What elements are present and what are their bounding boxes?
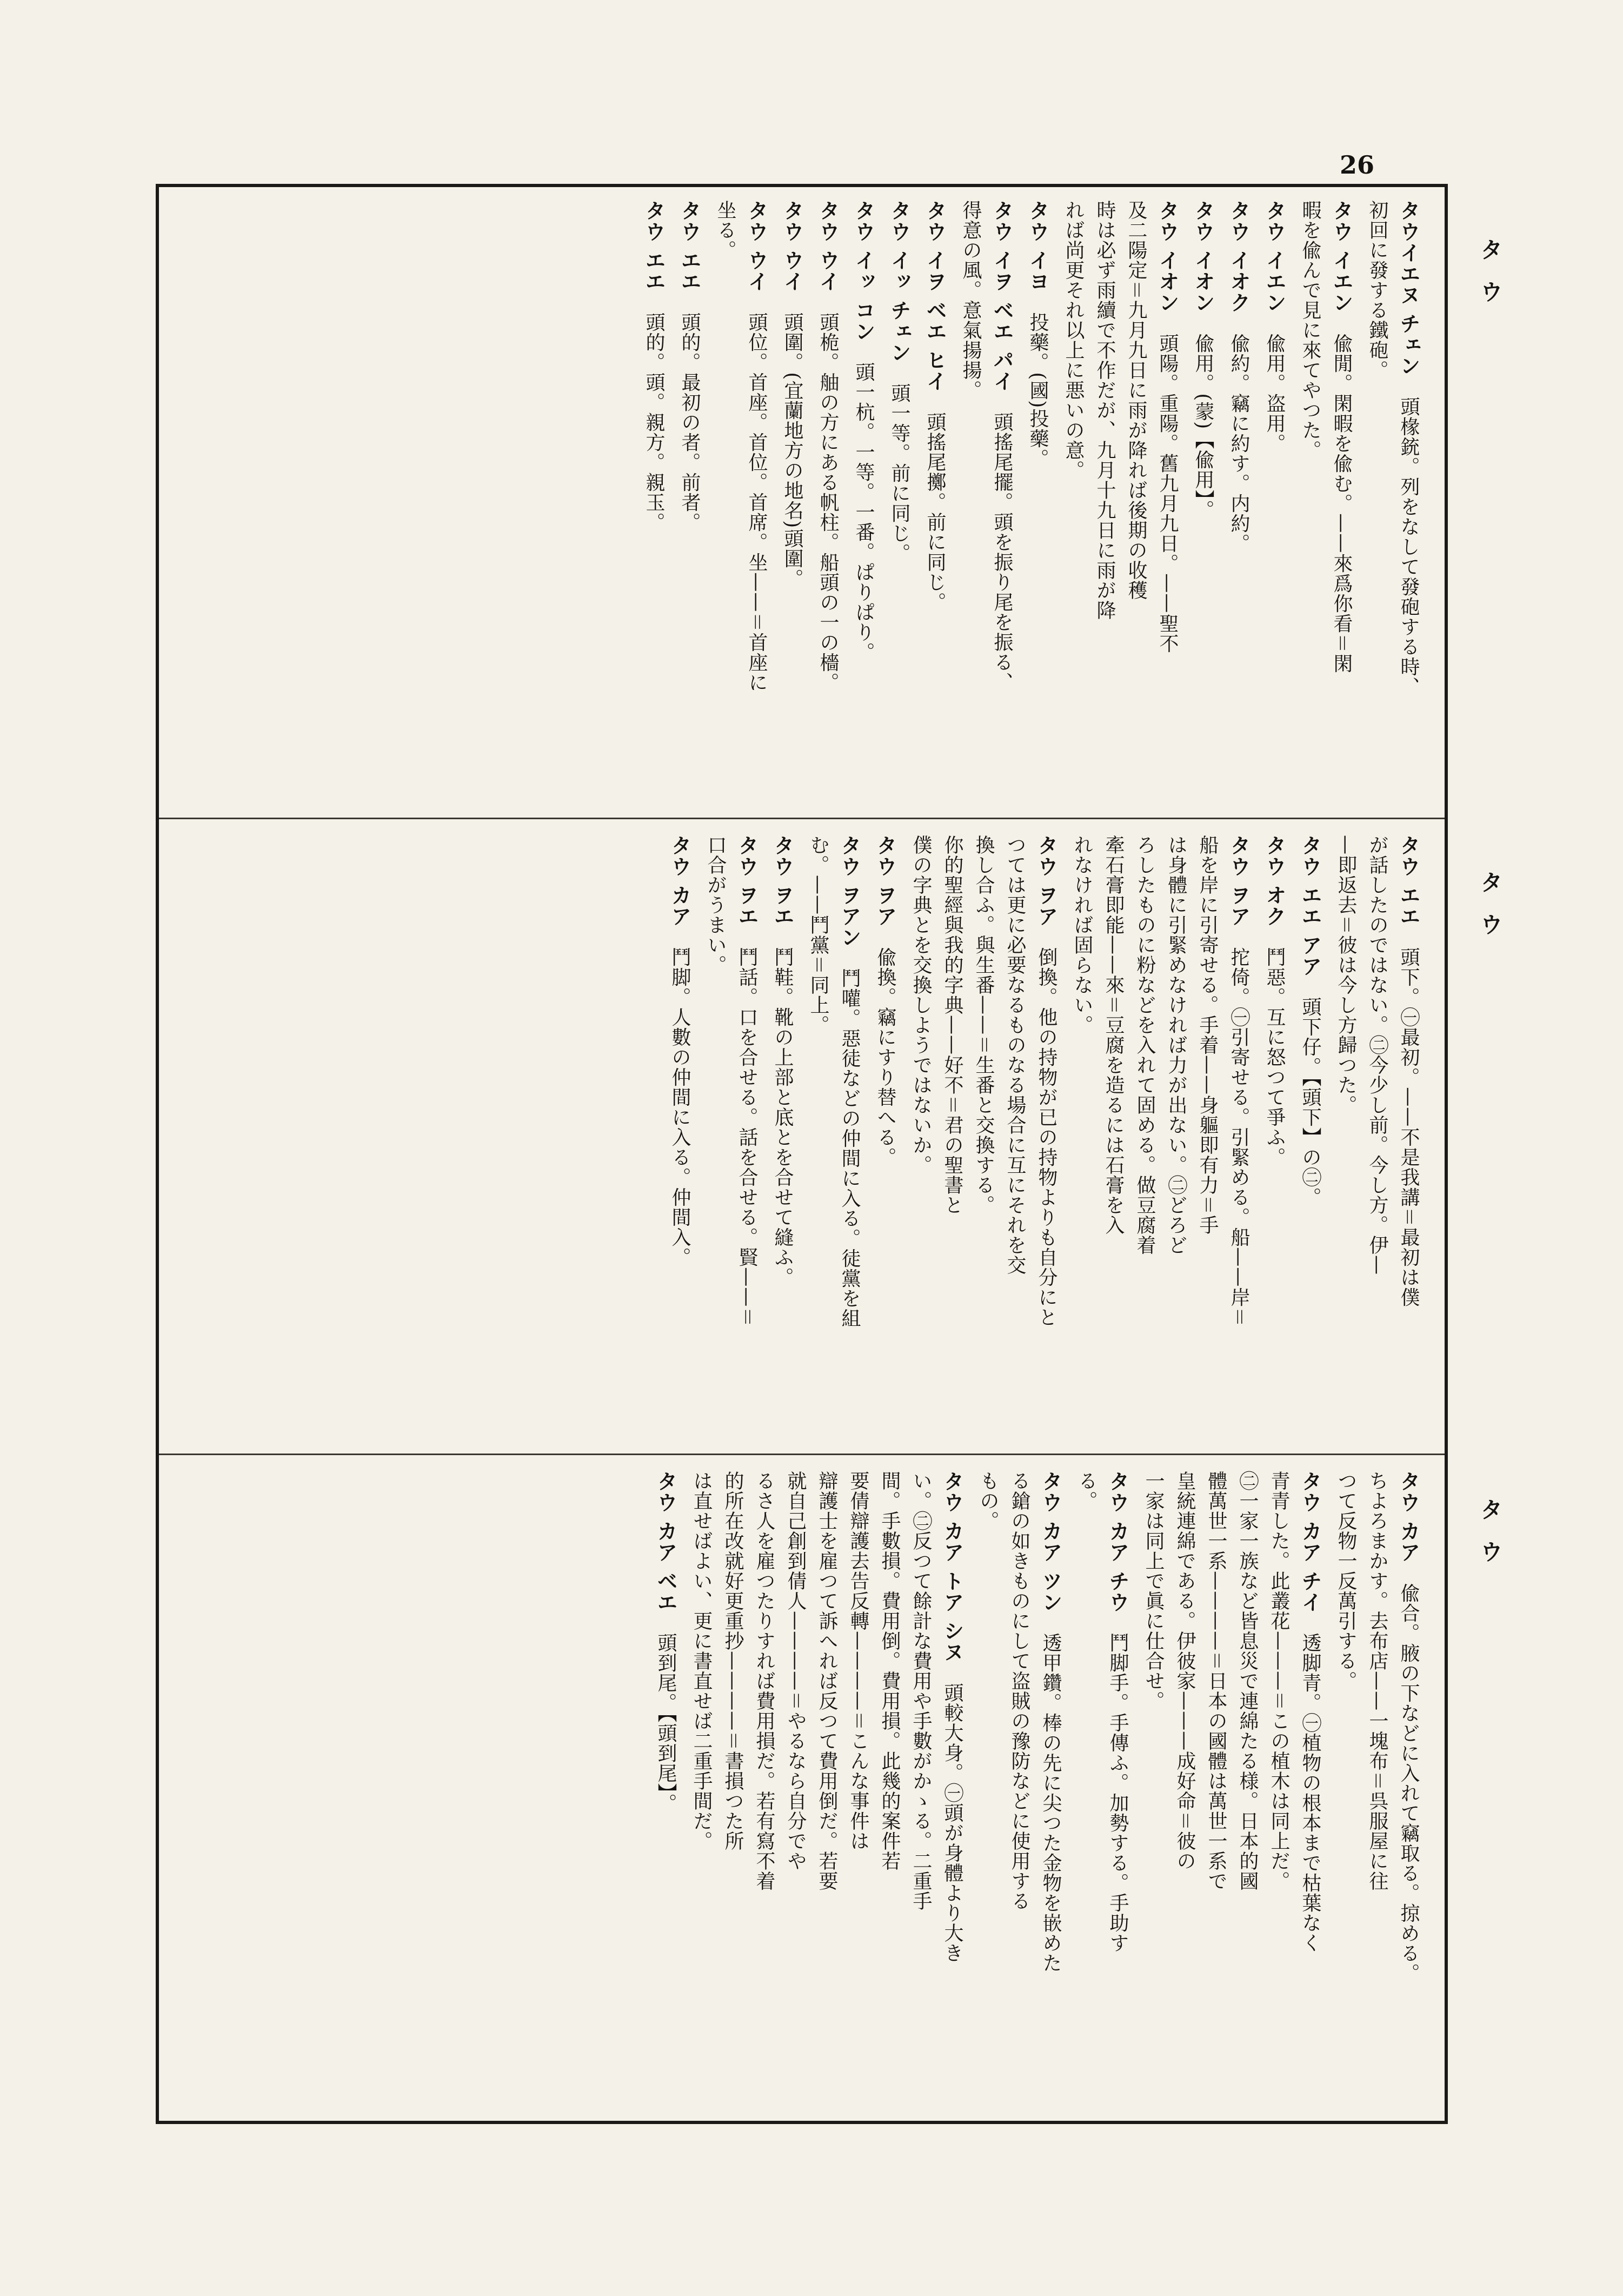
dictionary-entry [686,1471,968,2112]
entry-definition: 鬥脚手。手傳ふ。加勢する。手助す る。 [1075,1471,1129,1953]
entry-spacer [781,292,803,312]
band-divider [159,1454,1445,1455]
dictionary-entry [848,200,879,806]
dictionary-band-top [156,187,1448,814]
entry-spacer [1299,977,1321,997]
entry-headword: タウ オク [1262,835,1286,927]
entry-headword: タウ イヲ ベエ パイ [990,200,1014,392]
entry-columns [646,1471,1424,2112]
entry-definition: 鬥話。口を合せる。話を合せる。賢——＝ 口合がうまい。 [704,835,758,1328]
entry-headword: タウ カア [1396,1471,1420,1563]
entry-definition: 頭一杭。一等。一番。ぱりぱり。 [853,362,875,662]
dictionary-entry [1294,835,1326,1441]
entry-spacer [1156,313,1179,333]
entry-headword: タウ カア トア シヌ [940,1471,964,1663]
dictionary-entry [767,835,798,1441]
entry-definition: 頭一等。前に同じ。 [888,383,910,563]
dictionary-entry [802,835,865,1441]
dictionary-entry [1066,835,1254,1441]
entry-spacer [1331,313,1353,333]
entry-headword: タウ カア ベエ [654,1471,677,1613]
entry-spacer [1040,1612,1062,1633]
entry-headword: タウ カア [668,835,691,927]
dictionary-entry [1361,200,1424,806]
entry-definition: 倒換。他の持物が已の持物よりも自分にと つては更に必要なるものなる場合に互にそれを交 換し合ふ。與生番——＝生番と交換する。 你的聖經與我的字典——好不＝君の聖書と 僕の字典とを交換しようではないか。 [910,835,1057,1328]
dictionary-entry [1223,200,1254,806]
dictionary-entry [1138,1471,1326,2112]
entry-definition: 偸換。竊にすり替へる。 [874,947,896,1167]
entry-headword: タウ イヨ [1026,200,1049,293]
entry-headword: タウ エエ [1396,835,1420,927]
entry-headword: タウ ヲア [873,835,897,927]
entry-spacer [655,1612,677,1633]
entry-headword: タウ カア ツン [1039,1471,1062,1613]
entry-definition: 偸用。盗用。 [1263,333,1286,454]
entry-columns [634,200,1424,806]
page-number: 26 [1340,150,1375,180]
entry-definition: 頭搖尾擲。前に同じ。 [924,412,946,612]
dictionary-entry [1187,200,1219,806]
entry-spacer [941,1663,963,1683]
entry-headword: タウ ウイ [780,200,804,293]
entry-spacer [817,292,839,312]
entry-columns [660,835,1424,1441]
entry-spacer [736,927,758,947]
running-head: タウ [1477,871,1504,955]
dictionary-entry [650,1471,681,2112]
entry-definition: 頭圍。(宜蘭地方の地名)頭圍。 [781,312,803,589]
entry-headword: タウ イエン [1329,200,1353,314]
entry-definition: 透甲鑽。棒の先に尖つた金物を嵌めた る鎗の如きものにして盗賊の豫防などに使用する もの。 [977,1471,1062,1973]
entry-headword: タウ イッ チェン [887,200,911,363]
entry-definition: 鬥嚾。惡徒などの仲間に入る。徒黨を組 む。——鬥黨＝同上。 [807,835,861,1329]
entry-definition: 頭到尾。【頭到尾】。 [655,1633,677,1814]
dictionary-entry [972,1471,1066,2112]
dictionary-entry [664,835,695,1441]
entry-spacer [924,392,946,412]
entry-definition: 偸合。腋の下などに入れて竊取る。掠める。 ちよろまかす。去布店——一塊布＝呉服屋に往 つて反物一反萬引する。 [1335,1471,1420,1983]
dictionary-entry [919,200,950,806]
entry-definition: 偸用。(蒙)【偸用】。 [1192,333,1214,520]
dictionary-entry [869,835,901,1441]
entry-headword: タウ イエン [1262,200,1286,314]
entry-headword: タウイエヌ チェン [1396,200,1420,377]
entry-spacer [1027,292,1049,312]
dictionary-entry [776,200,808,806]
entry-definition: 頭搖尾擺。頭を振り尾を振る、 得意の風。意氣揚揚。 [960,200,1013,692]
entry-spacer [853,342,875,362]
entry-spacer [771,927,794,947]
entry-spacer [1263,313,1286,333]
dictionary-entry [955,200,1017,806]
entry-headword: タウ ヲア [1227,835,1250,927]
entry-spacer [669,927,691,947]
entry-headword: タウ イオン [1155,200,1179,314]
entry-definition: 鬥脚。人數の仲間に入る。仲間入。 [669,947,691,1268]
entry-definition: 頭的。頭。親方。親玉。 [643,312,665,533]
dictionary-entry [709,200,772,806]
dictionary-entry [1330,835,1424,1441]
entry-headword: タウ イオク [1227,200,1250,314]
entry-headword: タウ ヲエ [770,835,794,927]
entry-definition: 鬥惡。互に怒つて爭ふ。 [1263,947,1286,1167]
entry-spacer [1263,927,1286,947]
dictionary-band-bottom [156,1458,1448,2121]
entry-definition: 偸約。竊に約す。内約。 [1228,333,1250,554]
entry-definition: 鬥鞋。靴の上部と底とを合せて縫ふ。 [771,947,794,1288]
entry-headword: タウ エエ [642,200,666,293]
entry-definition: 頭下仔。【頭下】の㊁。 [1299,997,1321,1207]
entry-spacer [1035,927,1057,947]
entry-definition: 頭較大身。㊀頭が身體より大き い。㊁反つて餘計な費用や手數がかゝる。二重手 間。手數損。費用倒。費用損。此幾的案件若 要倩辯護去告反轉————＝こんな事件は 辯護士を雇つて訴へれば反つて費用倒だ。若要 就自己創到倩人————＝やるなら自分でや るさ人を雇つたりすれば費用損だ。若有寫不着 的所在改就好更重抄————＝書損つた所 は直せばよい、更に書直せば二重手間だ。 [690,1471,963,1963]
entry-definition: 頭桅。舳の方にある帆柱。船頭の一の檣。 [817,312,839,693]
entry-definition: 透脚青。㊀植物の根本まで枯葉なく 青青した。此叢花———＝この植木は同上だ。 ㊁一家一族など皆息災で連綿たる様。日本的國 體萬世一系————＝日本の國體は萬世一系で 皇統連綿である。伊彼家———成好命＝彼の 一家は同上で眞に仕合せ。 [1142,1471,1321,1953]
entry-spacer [991,392,1013,412]
entry-definition: 頭下。㊀最初。——不是我講＝最初は僕 が話したのではない。㊁今少し前。今し方。伊— —即返去＝彼は今し方歸つた。 [1335,835,1420,1308]
entry-headword: タウ エエ アア [1298,835,1322,977]
entry-headword: タウ イヲ ベエ ヒイ [923,200,947,392]
entry-definition: 頭的。最初の者。前者。 [679,312,701,533]
entry-spacer [1192,313,1214,333]
entry-headword: タウ カア チイ [1298,1471,1322,1613]
dictionary-entry [1057,200,1183,806]
dictionary-entry [1259,200,1290,806]
entry-headword: タウ エエ [677,200,701,293]
band-divider [159,818,1445,819]
running-head: タウ [1477,1498,1504,1582]
entry-headword: タウ イッ コン [852,200,875,342]
dictionary-entry [883,200,915,806]
entry-headword: タウ イオン [1191,200,1215,314]
entry-spacer [888,363,910,383]
entry-spacer [643,292,665,312]
dictionary-entry [1259,835,1290,1441]
dictionary-entry [1070,1471,1133,2112]
dictionary-entry [812,200,843,806]
dictionary-entry [1294,200,1357,806]
dictionary-entry [700,835,762,1441]
entry-spacer [1228,313,1250,333]
entry-spacer [746,292,768,312]
dictionary-entry [674,200,705,806]
entry-headword: タウ ヲエ [735,835,759,927]
entry-definition: 投藥。(國)投藥。 [1027,312,1049,469]
running-head: タウ [1477,238,1504,322]
entry-definition: 頭陽。重陽。舊九月九日。——聖不 及二陽定＝九月九日に雨が降れば後期の收穫 時は必ず雨續で不作だが、九月十九日に雨が降 れば尚更それ以上に悪いの意。 [1062,200,1179,654]
entry-definition: 偸閒。閑暇を偸む。——來爲你看＝閑 暇を偸んで見に來てやつた。 [1299,200,1353,674]
entry-definition: 拕倚。㊀引寄せる。引緊める。船——岸＝ 船を岸に引寄せる。手着——身軀即有力＝手 は身體に引緊めなければ力が出ない。㊁どろど ろしたものに粉などを入れて固める。做豆腐着 牽石膏即能——來＝豆腐を造るには石膏を入 れなければ固らない。 [1071,835,1250,1328]
dictionary-entry [638,200,669,806]
entry-definition: 頭位。首座。首位。首席。坐——＝首座に 坐る。 [714,200,768,693]
entry-spacer [874,927,896,947]
entry-spacer [1107,1612,1129,1633]
entry-headword: タウ カア チウ [1106,1471,1129,1613]
entry-headword: タウ ウイ [744,200,768,293]
entry-spacer [679,292,701,312]
entry-headword: タウ ウイ [816,200,840,293]
entry-spacer [1398,1563,1420,1583]
entry-headword: タウ ヲアン [837,835,861,948]
entry-spacer [1398,376,1420,396]
entry-definition: 頭椽銃。列をなして發砲する時、 初回に發する鐵砲。 [1366,200,1420,697]
entry-headword: タウ ヲア [1034,835,1058,927]
dictionary-entry [905,835,1062,1441]
entry-spacer [1228,927,1250,947]
entry-spacer [839,948,861,968]
dictionary-band-middle [156,822,1448,1449]
dictionary-entry [1330,1471,1424,2112]
entry-spacer [1398,927,1420,947]
dictionary-entry [1022,200,1053,806]
entry-spacer [1299,1612,1321,1633]
